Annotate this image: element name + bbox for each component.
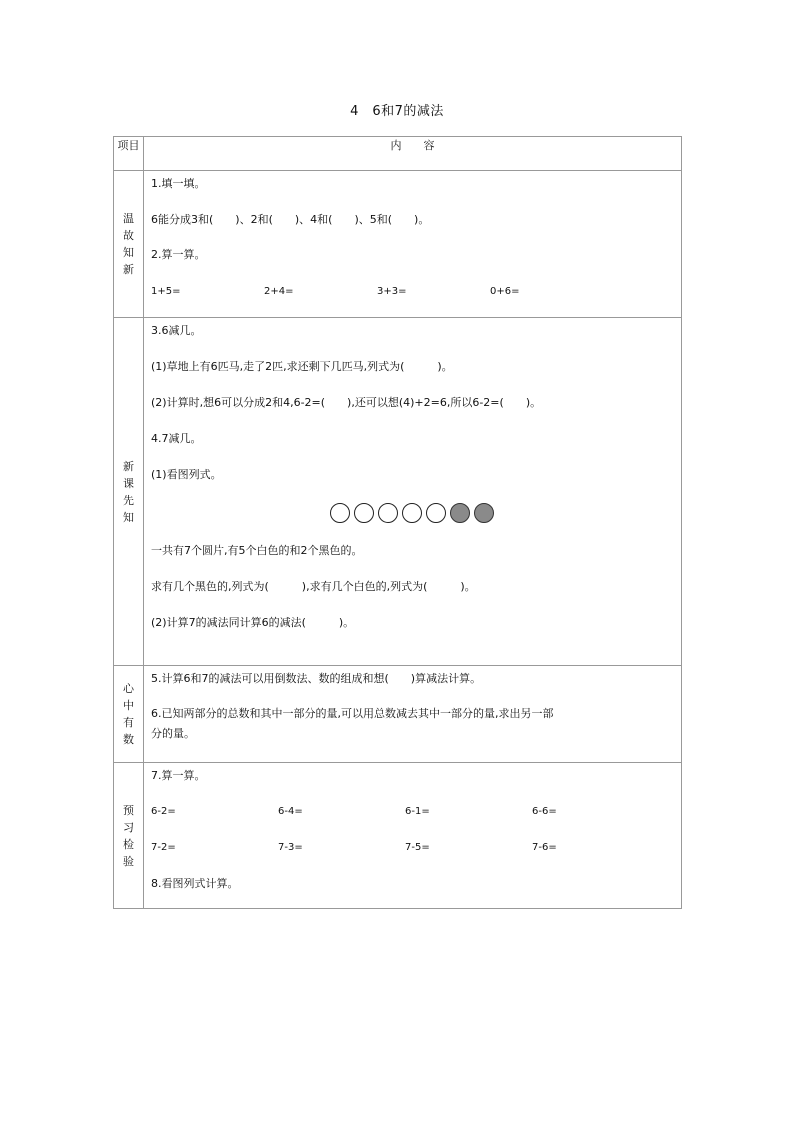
section-label-review: 温故知新 (114, 171, 144, 318)
section-label-newlesson: 新课先知 (114, 318, 144, 666)
section-label-mind: 心中有数 (114, 666, 144, 763)
section-body-newlesson (144, 318, 682, 666)
section-body-mind (144, 666, 682, 763)
dark-circle-icon (474, 503, 494, 523)
lesson-table (113, 136, 682, 909)
question-3-part-2: (2)计算时,想6可以分成2和4,6-2=( ),还可以想(4)+2=6,所以6-2=( )。 (151, 396, 542, 409)
calc-item: 7-3= (278, 842, 303, 853)
calc-item: 6-2= (151, 806, 176, 817)
question-1-title: 1.填一填。 (151, 177, 206, 190)
calc-item: 6-1= (405, 806, 430, 817)
circle-figure (151, 502, 673, 524)
question-8-title: 8.看图列式计算。 (151, 877, 239, 890)
calc-item: 2+4= (264, 286, 294, 297)
section-body-review (144, 171, 682, 318)
calc-item: 7-6= (532, 842, 557, 853)
calc-item: 1+5= (151, 286, 181, 297)
white-circle-icon (402, 503, 422, 523)
question-4-ask: 求有几个黑色的,列式为( ),求有几个白色的,列式为( )。 (151, 580, 476, 593)
question-4-title: 4.7减几。 (151, 432, 202, 445)
question-3-title: 3.6减几。 (151, 324, 202, 337)
dark-circle-icon (450, 503, 470, 523)
white-circle-icon (354, 503, 374, 523)
section-mind (114, 666, 682, 763)
white-circle-icon (330, 503, 350, 523)
table-header-row (114, 137, 682, 171)
question-4-part-1: (1)看图列式。 (151, 468, 222, 481)
calc-row-preview-1 (151, 805, 673, 819)
section-review (114, 171, 682, 318)
section-body-preview (144, 763, 682, 909)
calc-item: 7-2= (151, 842, 176, 853)
question-5: 5.计算6和7的减法可以用倒数法、数的组成和想( )算减法计算。 (151, 672, 482, 685)
calc-row-review (151, 285, 673, 299)
page-title: 4 6和7的减法 (350, 104, 444, 119)
white-circle-icon (426, 503, 446, 523)
question-2-title: 2.算一算。 (151, 248, 206, 261)
question-6-line-2: 分的量。 (151, 727, 195, 740)
calc-item: 7-5= (405, 842, 430, 853)
header-content: 内 容 (144, 137, 682, 171)
calc-item: 6-4= (278, 806, 303, 817)
question-1-text: 6能分成3和( )、2和( )、4和( )、5和( )。 (151, 213, 430, 226)
calc-item: 6-6= (532, 806, 557, 817)
section-newlesson (114, 318, 682, 666)
question-4-desc: 一共有7个圆片,有5个白色的和2个黑色的。 (151, 544, 363, 557)
section-label-preview: 预习检验 (114, 763, 144, 909)
question-6-line-1: 6.已知两部分的总数和其中一部分的量,可以用总数减去其中一部分的量,求出另一部 (151, 707, 554, 720)
question-4-part-2: (2)计算7的减法同计算6的减法( )。 (151, 616, 355, 629)
section-preview (114, 763, 682, 909)
calc-item: 3+3= (377, 286, 407, 297)
question-7-title: 7.算一算。 (151, 769, 206, 782)
header-project: 项目 (114, 137, 144, 171)
question-3-part-1: (1)草地上有6匹马,走了2匹,求还剩下几匹马,列式为( )。 (151, 360, 453, 373)
calc-row-preview-2 (151, 841, 673, 855)
calc-item: 0+6= (490, 286, 520, 297)
white-circle-icon (378, 503, 398, 523)
